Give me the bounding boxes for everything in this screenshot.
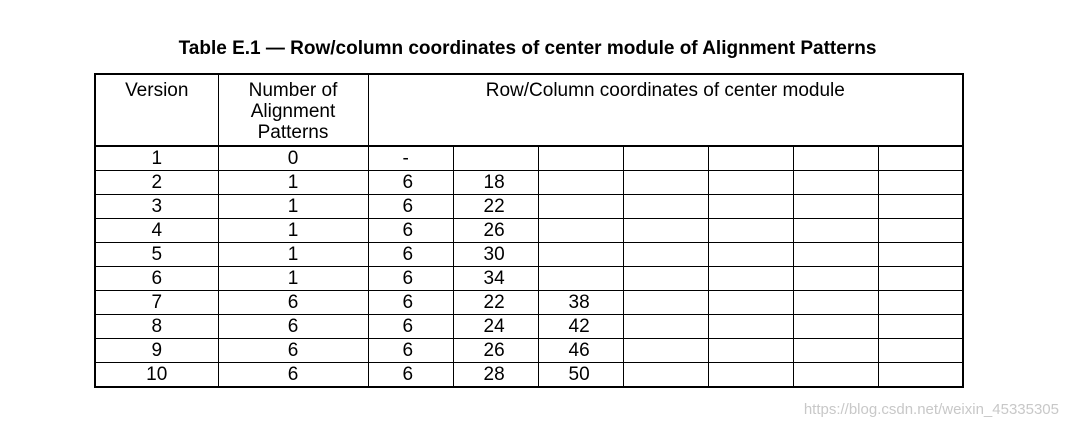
table-row [95,315,963,339]
cell-coordinate: 34 [453,267,538,291]
cell-coordinate [793,315,878,339]
cell-coordinate [453,146,538,171]
table-caption: Table E.1 — Row/column coordinates of center module of Alignment Patterns [178,38,877,59]
cell-coordinate [623,315,708,339]
cell-version: 7 [95,291,218,315]
cell-coordinate [623,171,708,195]
header-number-of-patterns: Number of Alignment Patterns [218,74,368,146]
cell-coordinate [623,243,708,267]
cell-coordinate: 6 [368,291,453,315]
cell-coordinate [708,291,793,315]
cell-coordinate [793,339,878,363]
table-row [95,291,963,315]
cell-coordinate [538,171,623,195]
cell-coordinate [793,267,878,291]
cell-coordinate [878,363,963,388]
cell-coordinate [878,171,963,195]
cell-coordinate [623,146,708,171]
cell-number-of-patterns: 1 [218,267,368,291]
cell-coordinate [878,291,963,315]
cell-coordinate [878,267,963,291]
cell-coordinate [708,146,793,171]
cell-coordinate [793,243,878,267]
cell-coordinate [538,243,623,267]
cell-version: 4 [95,219,218,243]
cell-version: 9 [95,339,218,363]
cell-number-of-patterns: 6 [218,363,368,388]
header-coordinates: Row/Column coordinates of center module [368,74,963,146]
cell-coordinate: 6 [368,219,453,243]
cell-coordinate: 26 [453,339,538,363]
table-row [95,243,963,267]
cell-coordinate [708,315,793,339]
cell-number-of-patterns: 0 [218,146,368,171]
cell-coordinate: 24 [453,315,538,339]
cell-coordinate [793,363,878,388]
cell-coordinate: 38 [538,291,623,315]
cell-coordinate [793,146,878,171]
cell-coordinate [708,267,793,291]
cell-coordinate: 6 [368,171,453,195]
cell-coordinate: 46 [538,339,623,363]
cell-coordinate: 30 [453,243,538,267]
table-row [95,363,963,388]
cell-coordinate: 6 [368,315,453,339]
cell-coordinate: 18 [453,171,538,195]
table-body [95,146,963,387]
cell-version: 6 [95,267,218,291]
cell-coordinate [793,171,878,195]
cell-coordinate [878,219,963,243]
table-row [95,267,963,291]
cell-coordinate [708,195,793,219]
cell-coordinate: 6 [368,267,453,291]
cell-coordinate [708,219,793,243]
cell-coordinate [538,219,623,243]
cell-coordinate: 6 [368,363,453,388]
cell-coordinate [793,291,878,315]
cell-coordinate [708,339,793,363]
cell-coordinate [708,243,793,267]
cell-coordinate [708,363,793,388]
cell-coordinate [623,267,708,291]
cell-coordinate [538,146,623,171]
cell-number-of-patterns: 6 [218,315,368,339]
cell-coordinate [708,171,793,195]
alignment-patterns-table [94,73,964,388]
cell-version: 10 [95,363,218,388]
cell-coordinate [623,219,708,243]
cell-coordinate: 26 [453,219,538,243]
cell-coordinate [878,315,963,339]
cell-coordinate [623,195,708,219]
cell-version: 5 [95,243,218,267]
cell-number-of-patterns: 1 [218,171,368,195]
table-row [95,195,963,219]
cell-coordinate [538,195,623,219]
cell-coordinate: 6 [368,339,453,363]
cell-number-of-patterns: 6 [218,339,368,363]
cell-version: 8 [95,315,218,339]
cell-coordinate: 28 [453,363,538,388]
cell-coordinate [878,146,963,171]
table-row [95,146,963,171]
cell-version: 2 [95,171,218,195]
cell-version: 3 [95,195,218,219]
cell-coordinate: 42 [538,315,623,339]
table-row [95,171,963,195]
cell-coordinate [623,363,708,388]
alignment-table-container [94,73,963,395]
cell-number-of-patterns: 1 [218,243,368,267]
table-row [95,219,963,243]
cell-coordinate: 50 [538,363,623,388]
cell-coordinate: - [368,146,453,171]
header-version: Version [95,74,218,146]
cell-coordinate: 22 [453,195,538,219]
cell-number-of-patterns: 1 [218,219,368,243]
cell-coordinate [793,219,878,243]
cell-coordinate [623,291,708,315]
cell-coordinate [793,195,878,219]
cell-coordinate [623,339,708,363]
cell-coordinate [878,195,963,219]
cell-coordinate [878,243,963,267]
cell-coordinate [878,339,963,363]
cell-number-of-patterns: 1 [218,195,368,219]
table-row [95,339,963,363]
cell-version: 1 [95,146,218,171]
cell-number-of-patterns: 6 [218,291,368,315]
cell-coordinate: 6 [368,243,453,267]
header-row [95,74,963,146]
watermark: https://blog.csdn.net/weixin_45335305 [803,401,1059,418]
cell-coordinate [538,267,623,291]
cell-coordinate: 22 [453,291,538,315]
cell-coordinate: 6 [368,195,453,219]
